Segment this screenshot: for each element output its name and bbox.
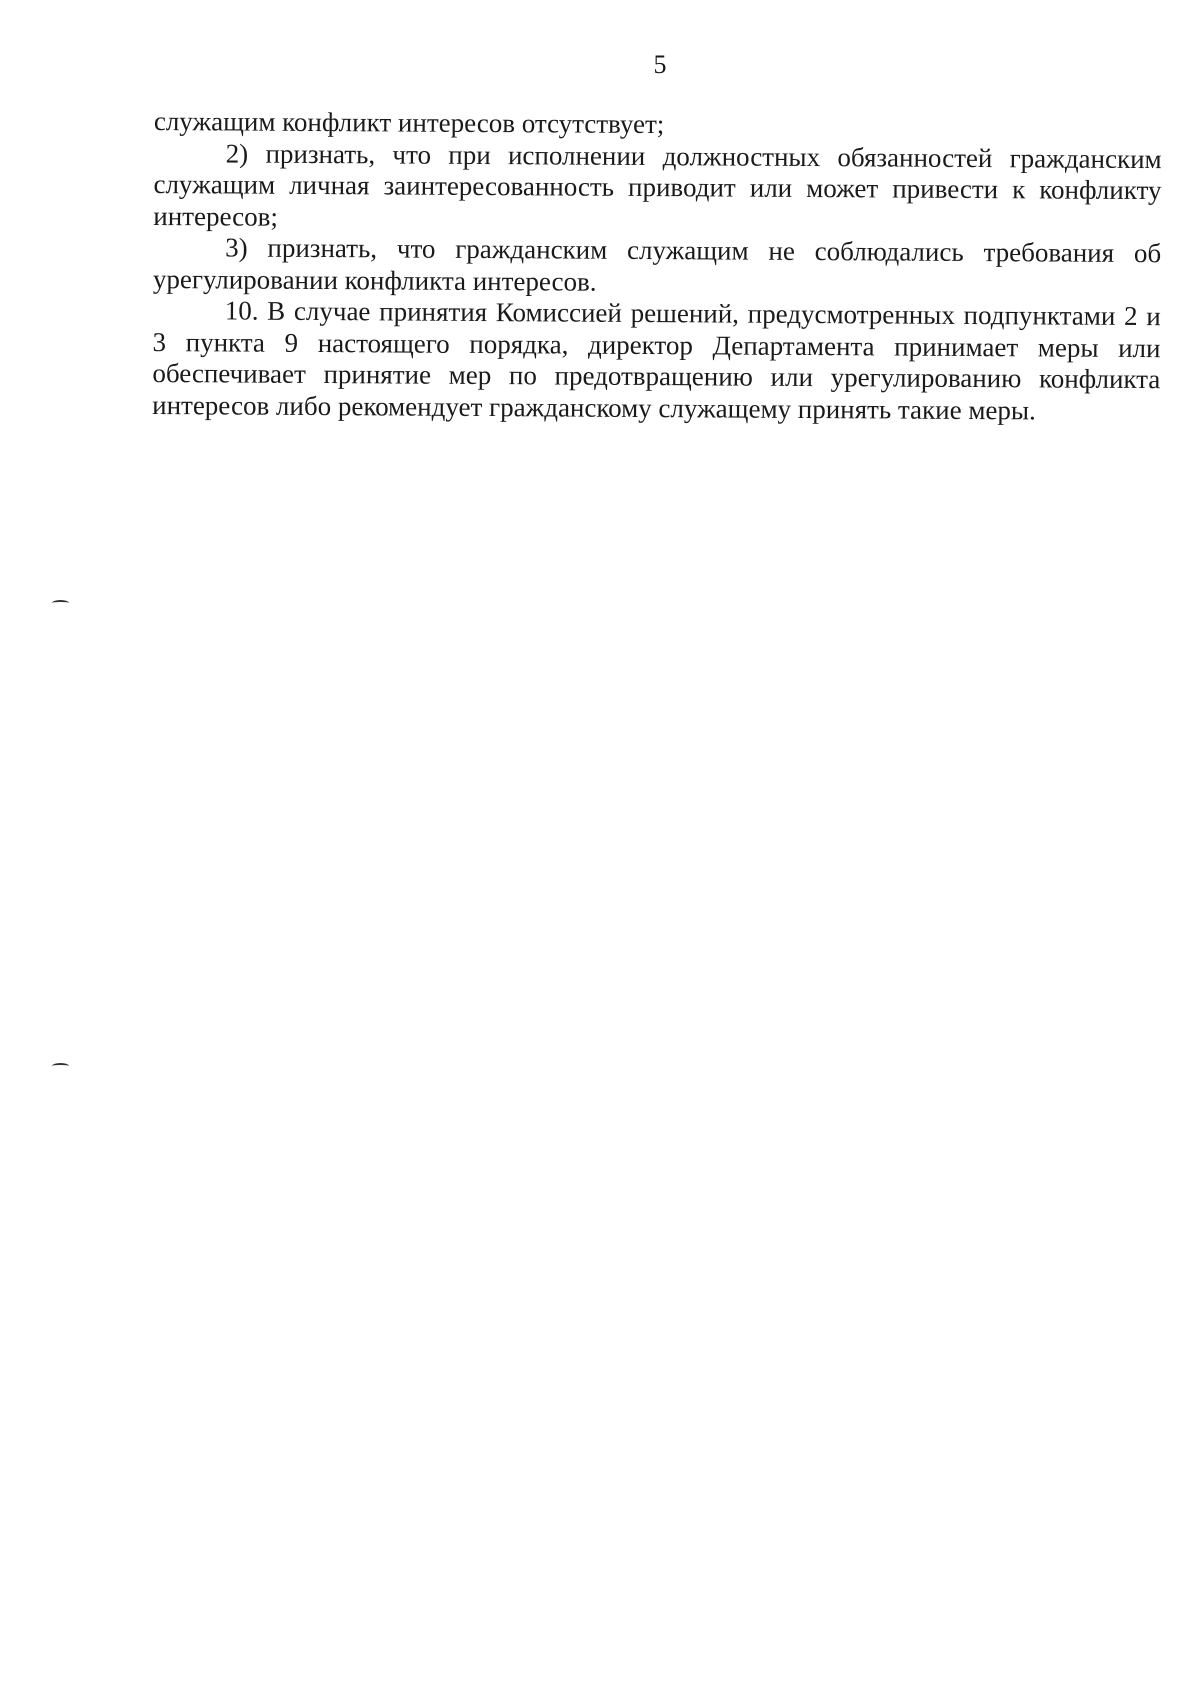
paragraph-item-2: 2) признать, что при исполнении должностных обязанностей гражданским служащим личная заинтересованность приводит или может привести к конфликту интересов; xyxy=(153,137,1162,232)
document-body xyxy=(152,106,1162,427)
paragraph-item-3: 3) признать, что гражданским служащим не соблюдались требования об урегулировании конфликта интересов. xyxy=(152,232,1162,297)
scan-punch-mark xyxy=(52,600,69,606)
page-number: 5 xyxy=(653,50,667,79)
scan-punch-mark xyxy=(52,1063,69,1069)
paragraph-clause-10: 10. В случае принятия Комиссией решений, предусмотренных подпунктами 2 и 3 пункта 9 настоящего порядка, директор Департамента принимает меры или обеспечивает принятие мер по предотвращению или урегулированию конфликта интересов либо рекомендует гражданскому служащему принять такие меры. xyxy=(152,295,1161,425)
paragraph-continuation: служащим конфликт интересов отсутствует; xyxy=(153,106,665,140)
